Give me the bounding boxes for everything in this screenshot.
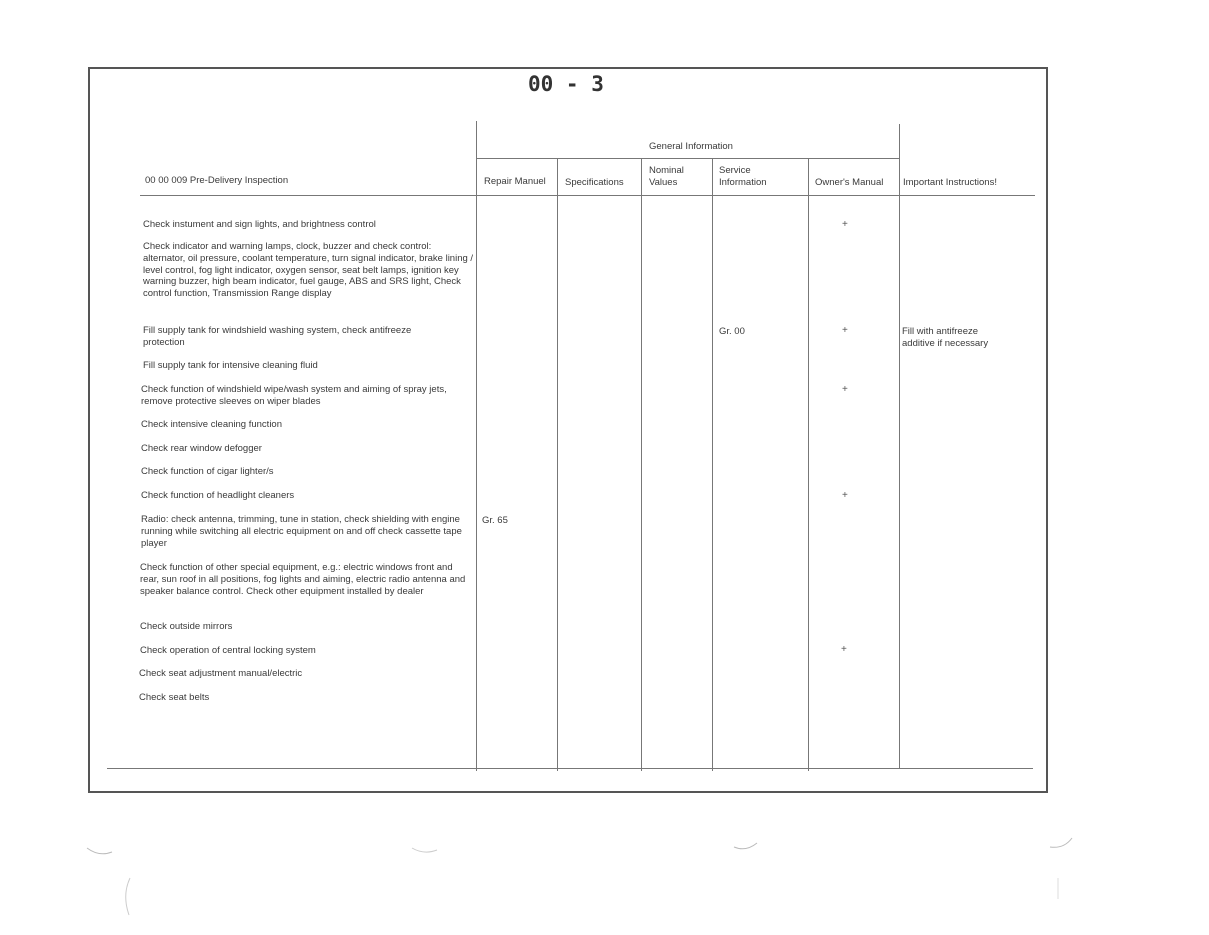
scan-mark (1050, 875, 1066, 905)
row-text: Check seat adjustment manual/electric (139, 668, 303, 679)
scan-mark (1048, 835, 1078, 851)
important-instruction: Fill with antifreeze additive if necessary (902, 326, 989, 349)
row-text: Fill supply tank for intensive cleaning fluid (143, 360, 318, 371)
page-number: 00 - 3 (528, 72, 604, 96)
scan-mark (120, 875, 140, 920)
row-text: Check function of headlight cleaners (141, 490, 295, 501)
row-text: Check seat belts (139, 692, 210, 703)
row-text: Check instument and sign lights, and brightness control (143, 219, 376, 230)
row-text: Check function of cigar lighter/s (141, 466, 274, 477)
repair-manual-ref: Gr. 65 (482, 515, 508, 526)
divider (476, 158, 900, 159)
scan-mark (85, 845, 115, 857)
owners-manual-mark: + (841, 644, 847, 655)
row-text: Check outside mirrors (140, 621, 233, 632)
service-info-ref: Gr. 00 (719, 326, 745, 337)
scan-mark (410, 845, 440, 855)
row-text: Radio: check antenna, trimming, tune in station, check shielding with engine running while switching all electric equipment on and off check cassette tape player (141, 514, 462, 549)
col-repair-manual: Repair Manuel (484, 176, 546, 187)
row-text: Check indicator and warning lamps, clock, buzzer and check control: alternator, oil pressure, coolant temperature, turn signal indicator, brake lining / level control, fog light indicator, oxygen sensor, seat belt lamps, ignition key warning buzzer, high beam indicator, fuel gauge, ABS and SRS light, Check control function, Transmission Range display (143, 241, 474, 300)
row-text: Check intensive cleaning function (141, 419, 283, 430)
divider (808, 159, 809, 771)
row-text: Check rear window defogger (141, 443, 262, 454)
divider (899, 124, 900, 769)
col-specifications: Specifications (565, 177, 624, 188)
row-text: Check function of other special equipment, e.g.: electric windows front and rear, sun roof in all positions, fog lights and aiming, electric radio antenna and speaker balance control. Check other equipment installed by dealer (140, 562, 466, 597)
col-owners-manual: Owner's Manual (815, 177, 884, 188)
divider (557, 159, 558, 771)
scan-mark (732, 840, 762, 852)
owners-manual-mark: + (842, 325, 848, 336)
row-text: Check operation of central locking system (140, 645, 316, 656)
row-text: Fill supply tank for windshield washing system, check antifreeze protection (143, 325, 412, 348)
divider (140, 195, 1035, 196)
divider (641, 159, 642, 771)
owners-manual-mark: + (842, 490, 848, 501)
col-nominal-values: Nominal Values (649, 165, 684, 188)
owners-manual-mark: + (842, 384, 848, 395)
row-text: Check function of windshield wipe/wash system and aiming of spray jets, remove protective sleeves on wiper blades (141, 384, 447, 407)
divider (107, 768, 1033, 769)
general-information-header: General Information (649, 141, 733, 152)
col-important-instructions: Important Instructions! (903, 177, 997, 188)
section-title: 00 00 009 Pre-Delivery Inspection (145, 175, 289, 186)
owners-manual-mark: + (842, 219, 848, 230)
divider (476, 121, 477, 771)
divider (712, 159, 713, 771)
col-service-information: Service Information (719, 165, 767, 188)
